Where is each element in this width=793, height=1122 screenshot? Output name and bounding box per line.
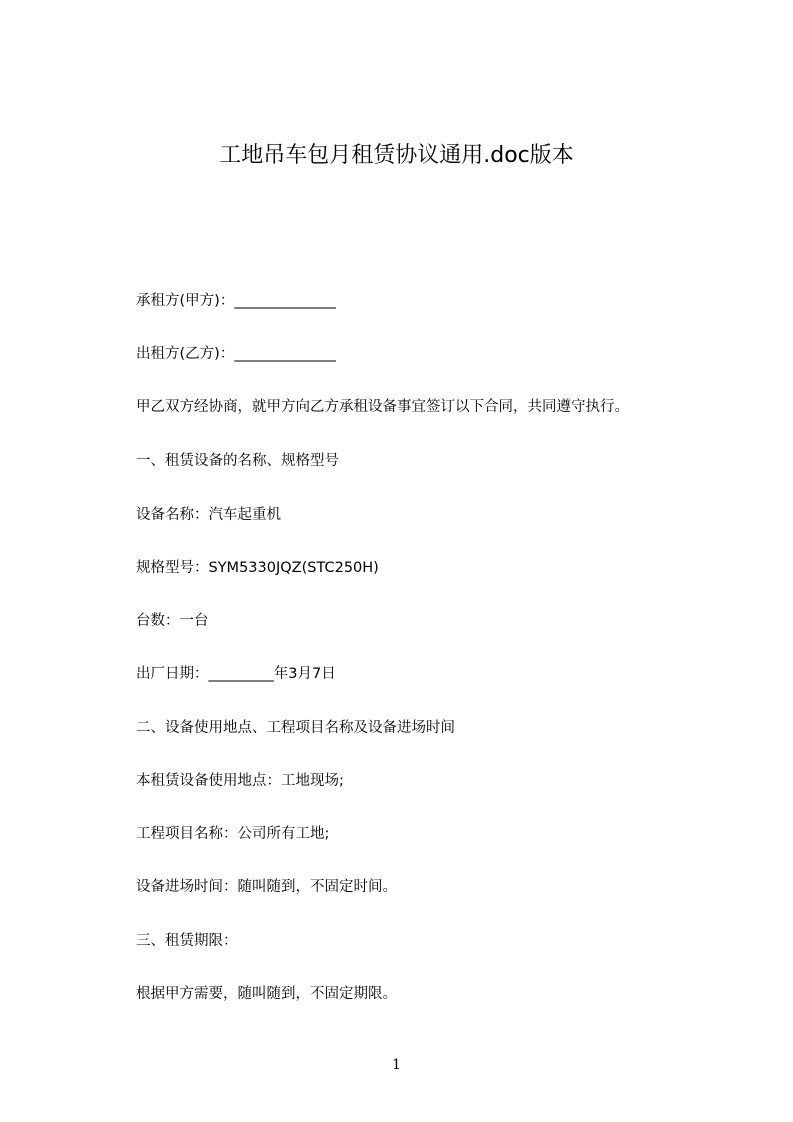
- equipment-quantity: 台数：一台: [136, 613, 209, 629]
- manufacture-date: 出厂日期：_________年3月7日: [136, 666, 336, 682]
- term-description: 根据甲方需要，随叫随到，不固定期限。: [136, 986, 397, 1002]
- section-heading-equipment: 一、租赁设备的名称、规格型号: [136, 453, 339, 469]
- agreement-intro: 甲乙双方经协商，就甲方向乙方承租设备事宜签订以下合同，共同遵守执行。: [136, 399, 629, 415]
- page-number: 1: [392, 1057, 401, 1073]
- document-title: 工地吊车包月租赁协议通用.doc版本: [219, 143, 574, 168]
- entry-time: 设备进场时间：随叫随到，不固定时间。: [136, 879, 397, 895]
- party-a-line: 承租方(甲方)：______________: [136, 293, 336, 309]
- project-name: 工程项目名称：公司所有工地;: [136, 826, 330, 842]
- usage-location: 本租赁设备使用地点：工地现场;: [136, 773, 344, 789]
- section-heading-term: 三、租赁期限：: [136, 933, 238, 949]
- equipment-model: 规格型号：SYM5330JQZ(STC250H): [136, 560, 379, 576]
- party-b-line: 出租方(乙方)：______________: [136, 346, 336, 362]
- section-heading-location: 二、设备使用地点、工程项目名称及设备进场时间: [136, 720, 455, 736]
- equipment-name: 设备名称：汽车起重机: [136, 507, 281, 523]
